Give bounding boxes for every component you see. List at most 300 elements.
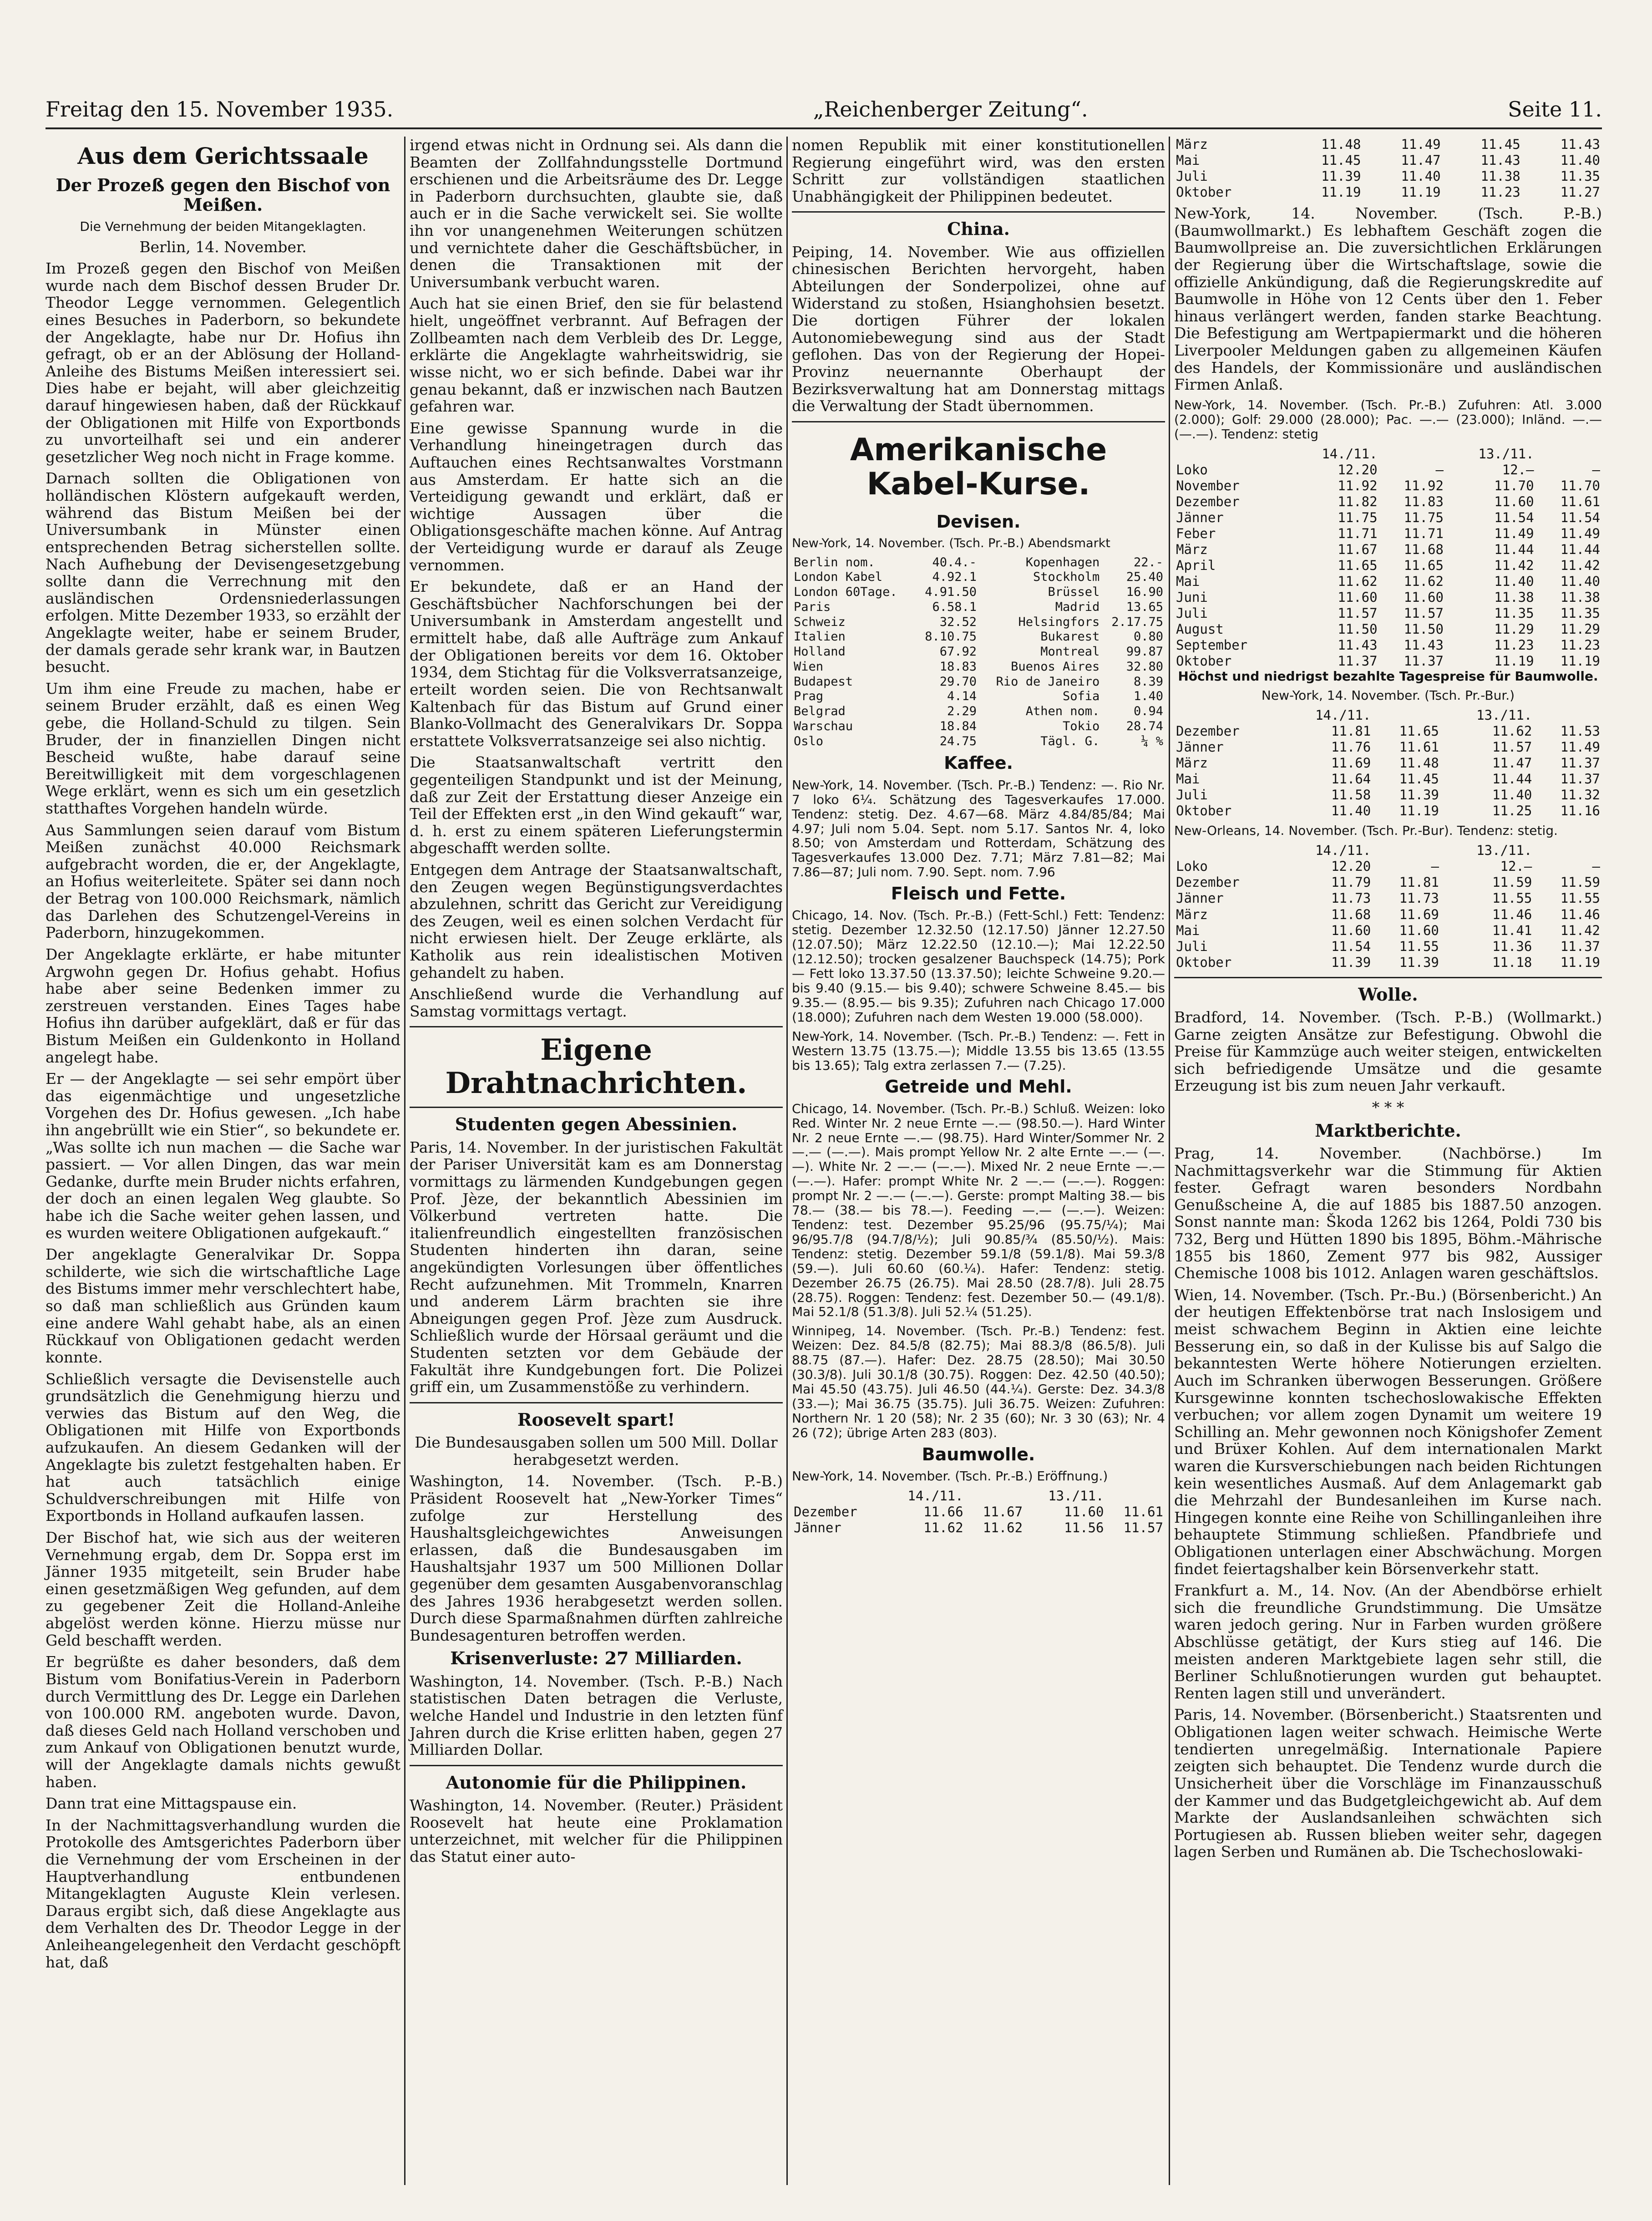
table-cell: Juli [1176, 168, 1208, 184]
table-cell: 40.4.- [932, 555, 977, 569]
paragraph: Auch hat sie einen Brief, den sie für belastend hielt, ungeöffnet verbrannt. Auf Befragen der Zollbeamten nach dem Verbleib des Dr. Legge, erklärte die Angeklagte wahrheitswidrig, sie wisse nicht, wo er sich befinde. Dabei war ihr genau bekannt, daß er inzwischen nach Bautzen gefahren war. [410, 295, 783, 416]
table-row [1174, 510, 1602, 526]
table-cell: 11.57 [1338, 605, 1378, 621]
table-row [1174, 605, 1602, 621]
paragraph: Der Angeklagte erklärte, er habe mitunter Argwohn gegen Dr. Hofius gehabt. Hofius habe aber seine Bedenken immer zu zerstreuen verstanden. Eines Tages habe Hofius ihn darüber aufgeklärt, daß er für das Bistum Meißen ein Guldenkonto in Holland angelegt habe. [46, 945, 400, 1066]
table-cell: Loko [1176, 462, 1208, 478]
table-cell: 18.83 [939, 659, 977, 674]
table-cell: Oktober [1176, 653, 1232, 669]
table-header-cell: 13./11. [1478, 446, 1534, 462]
market-dateline: New-York, 14. November. (Tsch. Pr.-B.) Abendsmarkt [792, 536, 1110, 550]
table-cell: 12.— [1502, 462, 1534, 478]
table-cell: 11.39 [1331, 954, 1371, 970]
paragraph: Anschließend wurde die Verhandlung auf Samstag vormittags vertagt. [410, 985, 783, 1020]
table-cell: 11.49 [1560, 739, 1600, 755]
table-cell: 11.58 [1331, 787, 1371, 803]
table-cell: 4.92.1 [932, 570, 977, 584]
table-cell: 11.66 [923, 1504, 963, 1520]
table-cell: März [1176, 137, 1208, 152]
table-cell: 11.39 [1399, 954, 1439, 970]
table-cell: 11.40 [1560, 573, 1600, 589]
table-cell: Oktober [1176, 184, 1232, 200]
table-header-cell [1174, 707, 1280, 723]
paragraph: Chicago, 14. Nov. (Tsch. Pr.-B.) (Fett-Schl.) Fett: Tendenz: stetig. Dezember 12.32.50 (12.17.50) Jänner 12.27.50 (12.07.50); März 12.22.50 (12.10.—); Mai 12.22.50 (12.12.50); trocken gesalzener Bauchspeck (14.75); Pork — Fett loko 13.37.50 (13.37.50); leichte Schweine 9.20.— bis 9.40 (9.15.— bis 9.40); schwere Schweine 8.45.— bis 9.35.— (8.95.— bis 9.35); Zufuhren nach Chicago 17.000 (18.000); Zufuhren nach dem Westen 19.000 (58.000). [792, 908, 1165, 1025]
market-dateline: New-York, 14. November. (Tsch. Pr.-Bur.) [1261, 688, 1515, 703]
table-cell: 25.40 [1126, 570, 1163, 584]
section-title: Amerikanische Kabel-Kurse. [850, 432, 1107, 502]
table-cell: 11.49 [1560, 525, 1600, 541]
table-cell: März [1176, 906, 1208, 922]
table-cell: Bukarest [1040, 630, 1100, 644]
table-header-cell: 14./11. [907, 1488, 963, 1504]
article-subtitle: Die Vernehmung der beiden Mitangeklagten. [80, 219, 366, 234]
table-cell: Wien [794, 659, 824, 674]
table-cell: 11.65 [1399, 723, 1439, 739]
paragraph: In der Nachmittagsverhandlung wurden die Protokolle des Amtsgerichtes Paderborn über die Vernehmung der vom Erscheinen in der Hauptverhandlung entbundenen Mitangeklagten Auguste Klein verlesen. Daraus ergibt sich, daß diese Angeklagte aus dem Verhalten des Dr. Theodor Legge in der Anleiheangelegenheit den Verdacht geschöpft hat, daß [46, 1816, 400, 1971]
table-cell: Juli [1176, 938, 1208, 954]
table-cell: 11.47 [1401, 152, 1441, 168]
issue-date: Freitag den 15. November 1935. [46, 97, 394, 122]
table-cell: Stockholm [1033, 570, 1100, 584]
paragraph: Er bekundete, daß er an Hand der Geschäftsbücher Nachforschungen bei der Universumbank in Amsterdam angestellt und ermittelt habe, daß alle Aufträge zum Ankauf der Obligationen bereits vor dem 16. Oktober 1934, dem Stichtag für die Volksverratsanzeige, erteilt worden seien. Die von Rechtsanwalt Kaltenbach für das Bistum auf Grund einer Blanko-Vollmacht des Generalvikars Dr. Soppa erstattete Volksverratsanzeige sei also nichtig. [410, 578, 783, 750]
dateline: Berlin, 14. November. [139, 238, 307, 256]
table-row [1174, 653, 1602, 669]
table-cell: Berlin nom. [794, 555, 875, 569]
table-header-cell [1536, 446, 1602, 462]
paragraph: Chicago, 14. November. (Tsch. Pr.-B.) Schluß. Weizen: loko Red. Winter Nr. 2 neue Ernte —.— (98.50.—). Hard Winter Nr. 2 neue Ernte —.— (98.75). Hard Winter/Sommer Nr. 2 —.— (—.—). Mais prompt Yellow Nr. 2 alte Ernte —.— (—.—). White Nr. 2 —.— (—.—). Mixed Nr. 2 neue Ernte —.— (—.—). Hafer: prompt White Nr. 2 —.— (—.—). Roggen: prompt Nr. 2 —.— (—.—). Gerste: prompt Malting 38.— bis 78.— (38.— bis 78.—). Feeding —.— (—.—). Weizen: Tendenz: test. Dezember 95.25/96 (95.75/¼); Mai 96/95.7/8 (94.7/8/½); Juli 90.85/¾ (85.50/½). Mais: Tendenz: stetig. Dezember 59.1/8 (59.1/8). Mai 59.3/8 (59.—). Juli 60.60 (60.¼). Hafer: Tendenz: stetig. Dezember 26.75 (26.75). Mai 28.50 (28.7/8). Juli 28.75 (28.75). Roggen: Tendenz: fest. Dezember 50.— (49.1/8). Mai 52.1/8 (51.3/8). Juli 52.¼ (51.25). [792, 1101, 1165, 1320]
table-cell: 11.68 [1331, 906, 1371, 922]
table-row [1174, 939, 1602, 955]
table-cell: Mai [1176, 573, 1200, 589]
table-cell: 11.19 [1560, 653, 1600, 669]
table-cell: 11.37 [1560, 755, 1600, 771]
table-cell: ¼ % [1141, 734, 1163, 748]
table-cell: 32.52 [939, 615, 977, 629]
table-cell: Juni [1176, 590, 1208, 605]
table-cell: Montreal [1040, 645, 1100, 659]
table-cell: 11.19 [1399, 803, 1439, 819]
table-cell: Mai [1176, 922, 1200, 938]
table-cell: London 60Tage. [794, 585, 897, 600]
paragraph: Darnach sollten die Obligationen von holländischen Klöstern aufgekauft werden, während das Bistum Meißen bei der Universumbank in Münster einen entsprechenden Betrag sicherstellen sollte. Nach Aufhebung der Devisengesetzgebung sollte dann die Verrechnung mit den ausländischen Ordensniederlassungen erfolgen. Mitte Dezember 1933, so erzählt der Angeklagte weiter, habe er seinem Bruder, der damals gerade sehr krank war, in Bautzen besucht. [46, 469, 400, 676]
table-cell: 11.81 [1331, 723, 1371, 739]
table-row [1174, 859, 1602, 874]
table-cell: 11.19 [1560, 954, 1600, 970]
subsection-title: Fleisch und Fette. [891, 884, 1066, 904]
divider [792, 211, 1165, 213]
table-row [1174, 787, 1602, 803]
table-cell: 11.54 [1494, 509, 1534, 525]
table-cell: 11.35 [1560, 168, 1600, 184]
table-cell: Dezember [1176, 723, 1240, 739]
table-row [792, 734, 1165, 749]
table-header-cell [1534, 843, 1602, 859]
table-header-cell [792, 1488, 884, 1504]
table-row [1174, 621, 1602, 637]
column-4 [1174, 137, 1602, 1865]
table-cell: November [1176, 478, 1240, 493]
paragraph: Er begrüßte es daher besonders, daß dem Bistum vom Bonifatius-Verein in Paderborn durch Vermittlung des Dr. Legge ein Darlehen von 100.000 RM. angeboten wurde. Davon, daß dieses Geld nach Holland verschoben und zum Ankauf von Obligationen benutzt wurde, will der Angeklagte damals nichts gewußt haben. [46, 1653, 400, 1791]
table-cell: 2.17.75 [1111, 615, 1163, 629]
table-row [792, 600, 1165, 615]
table-cell: 11.23 [1480, 184, 1520, 200]
divider [410, 1026, 783, 1027]
table-cell: 11.23 [1560, 637, 1600, 653]
table-cell: 11.42 [1560, 922, 1600, 938]
table-header-cell [1174, 843, 1280, 859]
article-title: Studenten gegen Abessinien. [455, 1114, 738, 1135]
table-cell: 11.44 [1494, 541, 1534, 557]
column-rule [786, 137, 788, 2185]
table-cell: Jänner [1176, 739, 1224, 755]
subsection-title: Kaffee. [944, 753, 1013, 773]
table-cell: Belgrad [794, 704, 846, 719]
table-cell: 11.60 [1404, 590, 1444, 605]
table-cell: Sofia [1062, 689, 1100, 704]
table-cell: 11.68 [1404, 541, 1444, 557]
table-cell: 11.57 [1404, 605, 1444, 621]
table-row [1174, 168, 1602, 184]
cotton-table [792, 1488, 1165, 1536]
paragraph: Paris, 14. November. In der juristischen Fakultät der Pariser Universität kam es am Donnerstag vormittags zu lärmenden Kundgebungen gegen Prof. Jèze, der bekanntlich Abessinien im Völkerbund vertreten hatte. Die italienfreundlich eingestellten französischen Studenten hinderten ihn daran, seine angekündigten Vorlesungen über öffentliches Recht aufzunehmen. Mit Trommeln, Knarren und anderem Lärm brachten sie ihre Abneigungen gegen Prof. Jèze zum Ausdruck. Schließlich wurde der Hörsaal geräumt und die Studenten setzten vor dem Gebäude der Fakultät ihre Kundgebungen fort. Die Polizei griff ein, um Zusammenstöße zu verhindern. [410, 1138, 783, 1396]
table-cell: 16.90 [1126, 585, 1163, 600]
subsection-title: Baumwolle. [922, 1444, 1035, 1464]
table-row [1174, 637, 1602, 653]
table-cell: 11.73 [1399, 890, 1439, 906]
newspaper-name: „Reichenberger Zeitung“. [813, 97, 1088, 122]
table-cell: Jänner [1176, 890, 1224, 906]
table-cell: Budapest [794, 674, 853, 689]
table-cell: Dezember [1176, 493, 1240, 509]
table-cell: 6.58.1 [932, 600, 977, 614]
table-cell: 11.60 [1399, 922, 1439, 938]
table-cell: 11.60 [1494, 493, 1534, 509]
table-cell: 11.65 [1338, 557, 1378, 573]
table-row [1174, 526, 1602, 542]
table-cell: 11.62 [1404, 573, 1444, 589]
table-row [1174, 574, 1602, 590]
column-1 [46, 137, 400, 1975]
table-cell: 22.- [1133, 555, 1163, 569]
table-cell: 11.60 [1338, 590, 1378, 605]
table-cell: 11.71 [1338, 525, 1378, 541]
table-cell: 11.48 [1321, 137, 1361, 152]
table-cell: 11.60 [1331, 922, 1371, 938]
table-cell: 11.19 [1494, 653, 1534, 669]
paragraph: Washington, 14. November. (Tsch. P.-B.) Nach statistischen Daten betragen die Verluste, welche Handel und Industrie in den letzten fünf Jahren durch die Krise erlitten haben, gegen 27 Milliarden Dollar. [410, 1672, 783, 1759]
table-cell: Oktober [1176, 954, 1232, 970]
cotton-table [1174, 446, 1602, 670]
table-cell: 11.62 [1338, 573, 1378, 589]
table-cell: 28.74 [1126, 719, 1163, 733]
subsection-title: Marktberichte. [1315, 1120, 1461, 1141]
paragraph: Peiping, 14. November. Wie aus offiziellen chinesischen Berichten hervorgeht, haben Abteilungen der Sonderpolizei, ohne auf Widerstand zu stoßen, Hsianghohsien besetzt. Die dortigen Führer der lokalen Autonomiebewegung sind aus der Stadt geflohen. Das von der Regierung der Hopei-Provinz neuernannte Oberhaupt der Bezirksverwaltung hat am Donnerstag mittags die Verwaltung der Stadt übernommen. [792, 243, 1165, 415]
table-cell: Madrid [1055, 600, 1100, 614]
table-cell: 11.70 [1560, 478, 1600, 493]
table-cell: 11.69 [1331, 755, 1371, 771]
table-row [792, 1520, 1165, 1536]
paragraph: New-York, 14. November. (Tsch. Pr.-B.) Tendenz: —. Rio Nr. 7 loko 6¼. Schätzung des Tagesverkaufes 17.000. Tendenz: stetig. Dez. 4.67—68. März 4.84/85/84; Mai 4.97; Juli nom 5.04. Sept. nom 5.17. Santos Nr. 4, loko 8.50; von Amsterdam und Rotterdam, Schätzung des Tagesverkaufes 13.000 Dez. 7.71; März 7.81—82; Mai 7.86—87; Juli nom. 7.90. Sept. nom. 7.96 [792, 777, 1165, 880]
paragraph: Der angeklagte Generalvikar Dr. Soppa schilderte, wie sich die wirtschaftliche Lage des Bistums immer mehr verschlechtert habe, so daß man schließlich aus Gründen kaum eine andere Wahl gehabt habe, als an einen Rückkauf von Obligationen gedacht werden konnte. [46, 1245, 400, 1366]
paragraph: Die Staatsanwaltschaft vertritt den gegenteiligen Standpunkt und ist der Meinung, daß zur Zeit der Erstattung dieser Anzeige ein Teil der Effekten erst „in den Wind gekauft“ war, d. h. erst zu einem späteren Lieferungstermin abgeschafft werden sollte. [410, 753, 783, 857]
table-cell: 32.80 [1126, 659, 1163, 674]
table-header-cell: 13./11. [1476, 843, 1532, 859]
cotton-table [1174, 137, 1602, 200]
table-cell: Juli [1176, 787, 1208, 803]
table-cell: 11.75 [1404, 509, 1444, 525]
table-cell: 11.16 [1560, 803, 1600, 819]
table-cell: 11.39 [1321, 168, 1361, 184]
table-row [792, 689, 1165, 704]
table-cell: 11.54 [1560, 509, 1600, 525]
table-cell: 11.45 [1321, 152, 1361, 168]
table-cell: 11.42 [1560, 557, 1600, 573]
table-cell: 13.65 [1126, 600, 1163, 614]
table-cell: Rio de Janeiro [996, 674, 1100, 689]
table-header-cell [1379, 446, 1445, 462]
table-cell: 11.41 [1492, 922, 1532, 938]
table-row [792, 1504, 1165, 1520]
table-cell: Jänner [794, 1520, 841, 1535]
table-cell: Dezember [794, 1504, 857, 1520]
table-cell: 11.83 [1404, 493, 1444, 509]
paragraph: Eine gewisse Spannung wurde in die Verhandlung hineingetragen durch das Auftauchen eines Rechtsanwaltes Vorstmann aus Amsterdam. Er hatte sich an die Verteidigung gewandt und erklärt, daß er wichtige Aussagen über die Obligationsgeschäfte machen könne. Auf Antrag der Verteidigung wurde er darauf als Zeuge vernommen. [410, 419, 783, 574]
table-cell: August [1176, 621, 1224, 637]
article-title: Roosevelt spart! [517, 1409, 675, 1430]
table-cell: 4.14 [947, 689, 977, 704]
table-cell: 11.44 [1560, 541, 1600, 557]
table-cell: 11.75 [1338, 509, 1378, 525]
table-cell: 11.25 [1492, 803, 1532, 819]
table-cell: 11.61 [1560, 493, 1600, 509]
table-cell: Helsingfors [1018, 615, 1100, 629]
table-row [1174, 771, 1602, 787]
table-cell: 11.44 [1492, 771, 1532, 787]
table-cell: 11.55 [1560, 890, 1600, 906]
market-dateline: New-York, 14. November. (Tsch. Pr.-B.) Eröffnung.) [792, 1468, 1108, 1484]
table-cell: 11.36 [1492, 938, 1532, 954]
divider [1174, 977, 1602, 978]
table-cell: 11.69 [1399, 906, 1439, 922]
table-cell: 11.59 [1560, 874, 1600, 890]
table-cell: 11.62 [983, 1520, 1023, 1535]
table-cell: — [1435, 462, 1444, 478]
table-header-cell [1373, 843, 1441, 859]
table-cell: 11.82 [1338, 493, 1378, 509]
table-row [1174, 494, 1602, 510]
table-cell: Mai [1176, 771, 1200, 787]
table-cell: 24.75 [939, 734, 977, 748]
table-cell: 11.27 [1560, 184, 1600, 200]
paragraph: Bradford, 14. November. (Tsch. P.-B.) (Wollmarkt.) Garne zeigten Ansätze zur Befestigung. Obwohl die Preise für Kammzüge auch weiter steigen, entwickelten sich befriedigende Umsätze und die gesamte Erzeugung ist bis zum neuen Jahr verkauft. [1174, 1008, 1602, 1095]
table-cell: 11.43 [1560, 137, 1600, 152]
table-cell: 0.80 [1133, 630, 1163, 644]
table-cell: 11.43 [1338, 637, 1378, 653]
paragraph: Um ihm eine Freude zu machen, habe er seinem Bruder erzählt, daß es einen Weg gebe, die Holland-Schuld zu tilgen. Sein Bruder, der in finanziellen Dingen nicht Bescheid wußte, habe darauf seine Bereitwilligkeit mit dem vorgeschlagenen Wege erklärt, wenn es sich um ein gesetzlich statthaftes Vorgehen handeln würde. [46, 679, 400, 818]
table-row [1174, 955, 1602, 971]
table-cell: Brüssel [1048, 585, 1100, 600]
paragraph: nomen Republik mit einer konstitutionellen Regierung eingeführt wird, was den ersten Schritt zur vollständigen staatlichen Unabhängigkeit der Philippinen bedeutet. [792, 136, 1165, 205]
table-row [792, 660, 1165, 675]
table-cell: 11.61 [1399, 739, 1439, 755]
subsection-title: Devisen. [936, 512, 1021, 532]
table-cell: Athen nom. [1025, 704, 1100, 719]
table-cell: 11.38 [1480, 168, 1520, 184]
table-cell: 11.43 [1480, 152, 1520, 168]
table-cell: 11.32 [1560, 787, 1600, 803]
table-cell: 11.47 [1492, 755, 1532, 771]
table-cell: 12.20 [1331, 859, 1371, 874]
cotton-table [1174, 843, 1602, 970]
table-cell: 11.92 [1338, 478, 1378, 493]
paragraph: Aus Sammlungen seien darauf vom Bistum Meißen zunächst 40.000 Reichsmark aufgebracht worden, die er, der Angeklagte, an Hofius weiterleitete. Später sei dann noch der Betrag von 100.000 Reichsmark, nämlich das Darlehen des Schutzengel-Vereins in Paderborn, hinzugekommen. [46, 821, 400, 942]
paragraph: Er — der Angeklagte — sei sehr empört über das eigenmächtige und ungesetzliche Vorgehen des Dr. Hofius gewesen. „Ich habe ihn angebrüllt wie ein Stier“, so bekundete er. „Was sollte ich nun machen — die Sache war passiert. — Vor allen Dingen, das war mein Gedanke, durfte mein Bruder nichts erfahren, der doch an einen legalen Weg glaubte. So habe ich die Sache weiter gehen lassen, und es wurden weitere Obligationen aufgekauft.“ [46, 1070, 400, 1242]
table-title: Höchst und niedrigst bezahlte Tagespreise für Baumwolle. [1178, 669, 1598, 684]
table-cell: Kopenhagen [1025, 555, 1100, 569]
devisen-table [792, 555, 1165, 749]
table-cell: Schweiz [794, 615, 846, 629]
table-cell: 12.— [1500, 859, 1532, 874]
table-row [1174, 184, 1602, 200]
table-cell: 11.79 [1331, 874, 1371, 890]
table-cell: 12.20 [1338, 462, 1378, 478]
table-row [1174, 137, 1602, 152]
table-cell: Tokio [1062, 719, 1100, 733]
table-cell: Juli [1176, 605, 1208, 621]
paragraph: New-York, 14. November. (Tsch. Pr.-B.) Zufuhren: Atl. 3.000 (2.000); Golf: 29.000 (28.000); Pac. —.— (23.000); Inländ. —.— (—.—). Tendenz: stetig [1174, 397, 1602, 442]
table-cell: 11.50 [1404, 621, 1444, 637]
table-header-cell [1373, 707, 1441, 723]
table-cell: 11.61 [1123, 1504, 1163, 1520]
table-row [1174, 558, 1602, 574]
table-row [792, 630, 1165, 645]
table-row [1174, 874, 1602, 890]
table-cell: April [1176, 557, 1216, 573]
table-cell: 11.62 [1492, 723, 1532, 739]
table-row [792, 615, 1165, 630]
table-cell: 11.55 [1492, 890, 1532, 906]
table-cell: 11.59 [1492, 874, 1532, 890]
table-cell: 11.29 [1560, 621, 1600, 637]
table-row [792, 719, 1165, 734]
table-header-cell: 13./11. [1048, 1488, 1104, 1504]
table-cell: Prag [794, 689, 824, 704]
paragraph: Im Prozeß gegen den Bischof von Meißen wurde nach dem Bischof dessen Bruder Dr. Theodor Legge vernommen. Gelegentlich eines Besuches in Paderborn, so bekundete der Angeklagte, habe nur Dr. Hofius ihn gefragt, ob er an der Ablösung der Holland-Anleihe des Bistums Meißen interessiert sei. Dies habe er bejaht, will aber gleichzeitig darauf hingewiesen haben, daß der Rückkauf der Obligationen mit Hilfe von Exportbonds zu unvorteilhaft sei und ein anderer gesetzlicher Weg noch nicht in Frage komme. [46, 259, 400, 466]
table-cell: März [1176, 541, 1208, 557]
table-header-cell [1174, 446, 1289, 462]
table-row [1174, 590, 1602, 605]
table-cell: 11.35 [1494, 605, 1534, 621]
table-cell: 11.29 [1494, 621, 1534, 637]
table-cell: 8.39 [1133, 674, 1163, 689]
table-cell: — [1431, 859, 1439, 874]
table-row [1174, 723, 1602, 739]
paragraph: Wien, 14. November. (Tsch. Pr.-Bu.) (Börsenbericht.) An der heutigen Effektenbörse trat nach Inslosigem und meist schwachem Beginn in Aktien eine leichte Besserung ein, so daß in der Kulisse bis auf Salgo die bekanntesten Werte höhere Notierungen erzielten. Auch im Schranken überwogen Besserungen. Größere Kursgewinne konnten tschechoslowakische Effekten verbuchen; vor allem zogen Dynamit um weitere 19 Schilling an. Mehr gewonnen noch Königshofer Zement und Brüxer Kohlen. Auf dem internationalen Markt waren die Kursverschiebungen nach beiden Richtungen kein wesentliches Ausmaß. Auf dem Anlagemarkt gab die Mehrzahl der Bundesanleihen im Kurse nach. Hingegen konnte eine Reihe von Schillinganleihen ihre behauptete Stimmung schließen. Pfandbriefe und Obligationen unterlagen einer Abschwächung. Morgen findet feiertagshalber kein Börsenverkehr statt. [1174, 1286, 1602, 1578]
table-cell: 11.39 [1399, 787, 1439, 803]
table-cell: 11.40 [1560, 152, 1600, 168]
paragraph: New-York, 14. November. (Tsch. P.-B.) (Baumwollmarkt.) Es lebhaftem Geschäft zogen die Baumwollpreise an. Die zuversichtlichen Erklärungen der Regierung über die Wirtschaftslage, sowie die offizielle Ankündigung, daß die Regierungskredite auf Baumwolle in Höhe von 12 Cents über den 1. Feber hinaus verlängert werden, fanden starke Beachtung. Die Befestigung am Wertpapiermarkt und die höheren Liverpooler Meldungen gaben zu allgemeinen Käufen des Handels, der Kommissionäre und ausländischen Firmen Anlaß. [1174, 204, 1602, 394]
table-row [792, 704, 1165, 719]
table-cell: 11.64 [1331, 771, 1371, 787]
table-cell: 11.62 [923, 1520, 963, 1535]
table-cell: 11.23 [1494, 637, 1534, 653]
table-cell: 11.37 [1560, 771, 1600, 787]
table-row [792, 675, 1165, 690]
table-cell: 11.40 [1494, 573, 1534, 589]
table-cell: 8.10.75 [925, 630, 977, 644]
table-cell: 11.57 [1492, 739, 1532, 755]
table-row [1174, 152, 1602, 168]
table-row [792, 585, 1165, 600]
table-cell: — [1592, 462, 1600, 478]
table-cell: 67.92 [939, 645, 977, 659]
table-row [792, 555, 1165, 570]
table-row [1174, 907, 1602, 923]
table-cell: 11.50 [1338, 621, 1378, 637]
section-title: Aus dem Gerichtssaale [77, 142, 369, 169]
table-cell: 11.40 [1401, 168, 1441, 184]
table-cell: Mai [1176, 152, 1200, 168]
table-cell: 11.37 [1404, 653, 1444, 669]
table-cell: 11.35 [1560, 605, 1600, 621]
table-cell: 11.43 [1404, 637, 1444, 653]
table-cell: Oktober [1176, 803, 1232, 819]
table-cell: 11.19 [1321, 184, 1361, 200]
table-header-cell [1534, 707, 1602, 723]
table-header-cell: 14./11. [1315, 843, 1371, 859]
table-row [1174, 803, 1602, 819]
cotton-table [1174, 707, 1602, 819]
paragraph: Winnipeg, 14. November. (Tsch. Pr.-B.) Tendenz: fest. Weizen: Dez. 84.5/8 (82.75); Mai 88.3/8 (86.5/8). Juli 88.75 (87.—). Hafer: Dez. 28.75 (28.50); Mai 30.50 (30.3/8). Juli 30.1/8 (30.75). Roggen: Dez. 42.50 (40.50); Mai 45.50 (43.75). Juli 46.50 (44.¼). Gerste: Dez. 34.3/8 (33.—); Mai 36.75 (35.75). Juli 36.75. Weizen: Zufuhren: Northern Nr. 1 20 (58); Nr. 2 35 (60); Nr. 3 30 (63); Nr. 4 26 (72); übrige Arten 283 (803). [792, 1323, 1165, 1440]
table-cell: 11.40 [1331, 803, 1371, 819]
table-cell: 11.48 [1399, 755, 1439, 771]
table-row [792, 570, 1165, 585]
paragraph: Washington, 14. November. (Reuter.) Präsident Roosevelt hat heute eine Proklamation unterzeichnet, mit welcher für die Philippinen das Statut einer auto- [410, 1796, 783, 1865]
table-row [792, 645, 1165, 660]
column-2 [410, 137, 783, 1870]
table-cell: 11.67 [1338, 541, 1378, 557]
article-title: China. [947, 219, 1010, 239]
table-cell: 11.49 [1494, 525, 1534, 541]
table-cell: 11.38 [1494, 590, 1534, 605]
table-cell: 18.84 [939, 719, 977, 733]
table-cell: 11.76 [1331, 739, 1371, 755]
table-cell: London Kabel [794, 570, 883, 584]
table-cell: 11.70 [1494, 478, 1534, 493]
table-row [1174, 923, 1602, 939]
table-cell: Paris [794, 600, 831, 614]
divider [792, 421, 1165, 422]
section-title: Eigene Drahtnachrichten. [445, 1033, 747, 1101]
table-cell: 11.71 [1404, 525, 1444, 541]
table-cell: 11.73 [1331, 890, 1371, 906]
table-cell: 11.40 [1492, 787, 1532, 803]
table-cell: 11.46 [1492, 906, 1532, 922]
table-cell: 11.45 [1399, 771, 1439, 787]
table-header-cell: 14./11. [1315, 707, 1371, 723]
table-row [1174, 755, 1602, 771]
subsection-title: Getreide und Mehl. [885, 1077, 1072, 1097]
table-cell: 11.49 [1401, 137, 1441, 152]
column-3 [792, 137, 1165, 1536]
paragraph: Schließlich versagte die Devisenstelle auch grundsätzlich die Genehmigung hierzu und verwies das Bistum auf den Weg, die Obligationen mit Hilfe von Exportbonds aufzukaufen. An diesem Gedanken will der Angeklagte bis zuletzt festgehalten haben. Er hat auch tatsächlich einige Schuldverschreibungen mit Hilfe von Exportbonds in Holland aufkaufen lassen. [46, 1370, 400, 1525]
table-cell: Italien [794, 630, 846, 644]
table-cell: 11.56 [1064, 1520, 1104, 1535]
subsection-title: Wolle. [1358, 984, 1418, 1005]
article-title: Autonomie für die Philippinen. [446, 1772, 747, 1793]
table-cell: 29.70 [939, 674, 977, 689]
table-cell: 11.60 [1064, 1504, 1104, 1520]
